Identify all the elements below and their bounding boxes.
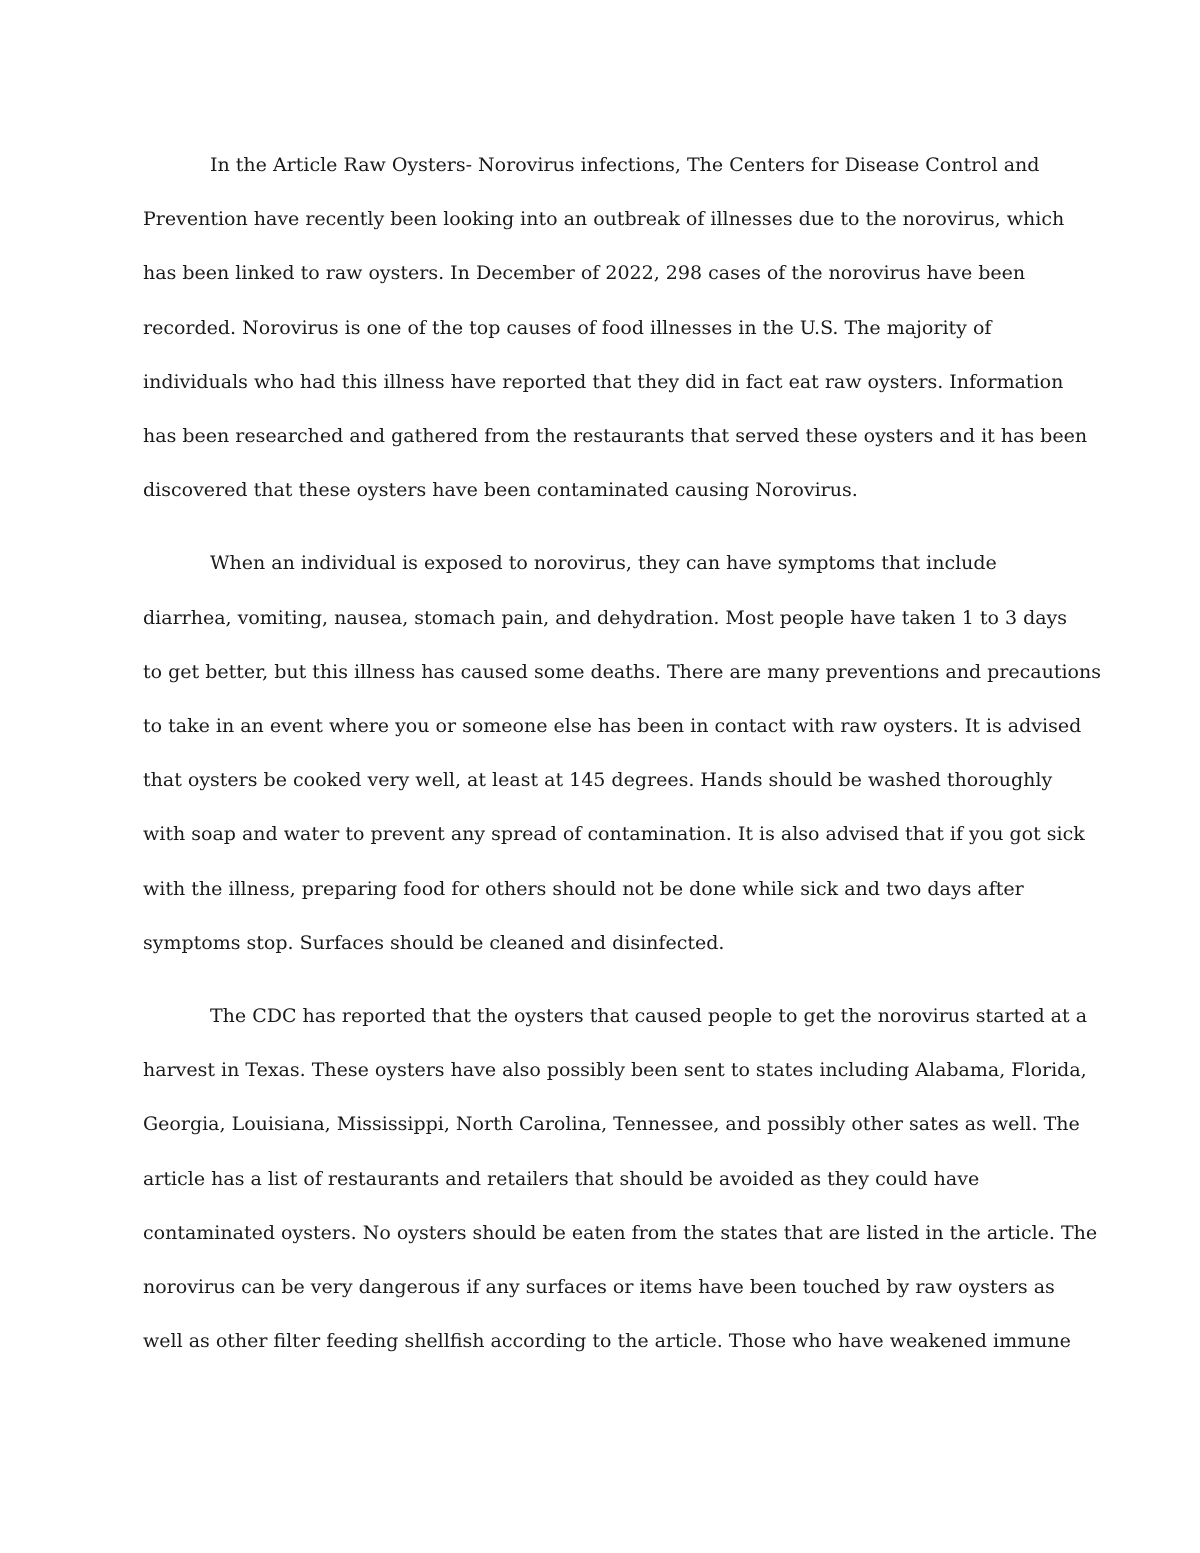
paragraph-line: that oysters be cooked very well, at least at 145 degrees. Hands should be washed thoroughly	[143, 769, 1053, 792]
paragraph-line: well as other filter feeding shellfish according to the article. Those who have weakened immune	[143, 1330, 1071, 1353]
paragraph-line: Georgia, Louisiana, Mississippi, North Carolina, Tennessee, and possibly other sates as well. The	[143, 1113, 1080, 1136]
paragraph-line: The CDC has reported that the oysters that caused people to get the norovirus started at a	[210, 1005, 1088, 1028]
paragraph-line: has been linked to raw oysters. In December of 2022, 298 cases of the norovirus have been	[143, 262, 1026, 285]
paragraph-line: When an individual is exposed to norovirus, they can have symptoms that include	[210, 552, 997, 575]
paragraph-line: has been researched and gathered from the restaurants that served these oysters and it has been	[143, 425, 1088, 448]
paragraph-2	[143, 536, 1101, 970]
paragraph-1	[143, 138, 1088, 517]
document-body	[143, 138, 1101, 1387]
paragraph-3	[143, 989, 1098, 1368]
paragraph-line: individuals who had this illness have reported that they did in fact eat raw oysters. Information	[143, 370, 1064, 393]
paragraph-line: harvest in Texas. These oysters have also possibly been sent to states including Alabama, Florida,	[143, 1059, 1087, 1082]
paragraph-line: with soap and water to prevent any spread of contamination. It is also advised that if you got sick	[143, 823, 1085, 846]
paragraph-line: norovirus can be very dangerous if any surfaces or items have been touched by raw oysters as	[143, 1276, 1055, 1299]
paragraph-line: Prevention have recently been looking into an outbreak of illnesses due to the norovirus, which	[143, 208, 1065, 231]
paragraph-line: contaminated oysters. No oysters should be eaten from the states that are listed in the article. The	[143, 1221, 1098, 1244]
paragraph-line: discovered that these oysters have been contaminated causing Norovirus.	[143, 479, 858, 502]
paragraph-line: to take in an event where you or someone else has been in contact with raw oysters. It is advised	[143, 715, 1082, 738]
paragraph-line: In the Article Raw Oysters- Norovirus infections, The Centers for Disease Control and	[210, 154, 1040, 176]
paragraph-line: symptoms stop. Surfaces should be cleaned and disinfected.	[143, 931, 725, 954]
paragraph-line: with the illness, preparing food for others should not be done while sick and two days after	[143, 877, 1024, 900]
paragraph-line: article has a list of restaurants and retailers that should be avoided as they could have	[143, 1167, 980, 1190]
paragraph-line: to get better, but this illness has caused some deaths. There are many preventions and precautions	[143, 660, 1101, 683]
paragraph-line: diarrhea, vomiting, nausea, stomach pain, and dehydration. Most people have taken 1 to 3 days	[143, 606, 1068, 629]
paragraph-line: recorded. Norovirus is one of the top causes of food illnesses in the U.S. The majority of	[143, 316, 992, 339]
